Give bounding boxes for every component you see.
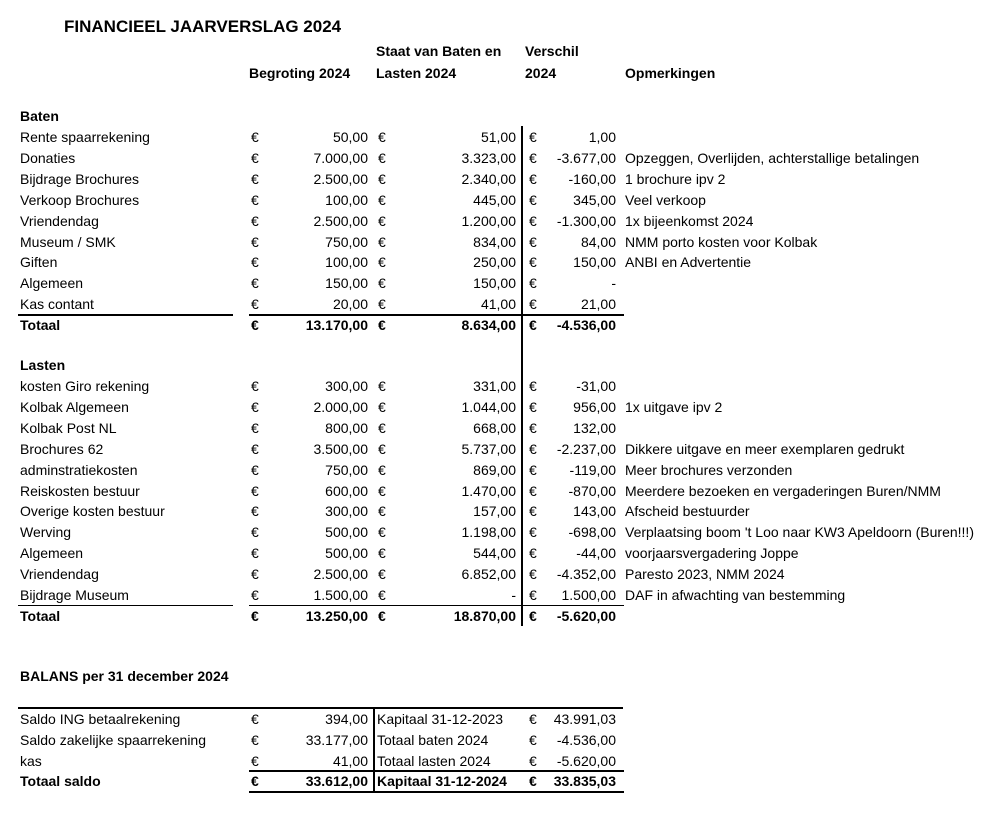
currency-symbol: € [529,711,537,727]
verschil-value: 21,00 [580,296,616,313]
currency-symbol: € [529,731,537,748]
table-row [0,522,1006,543]
row-note: Veel verkoop [625,191,706,208]
currency-symbol: € [529,212,537,229]
staat-value: 331,00 [473,378,516,394]
total-border-line [249,314,624,316]
balans-value2: -5.620,00 [556,752,616,769]
currency-symbol: € [529,440,537,457]
row-note: NMM porto kosten voor Kolbak [625,233,818,250]
balans-total-label2: Kapitaal 31-12-2024 [377,773,507,790]
staat-value: 1.198,00 [461,524,516,541]
table-row [0,397,1006,418]
currency-symbol: € [378,275,386,292]
balans-label: kas [20,752,42,769]
balans-total-border [249,770,624,772]
balans-label2: Totaal baten 2024 [377,731,489,748]
total-verschil-value: -5.620,00 [556,607,616,624]
currency-symbol: € [529,170,537,187]
total-begroting-value: 13.170,00 [305,317,368,334]
row-label: adminstratiekosten [20,461,138,478]
row-note: 1x bijeenkomst 2024 [625,212,754,229]
begroting-value: 300,00 [325,503,368,520]
baten-heading: Baten [20,108,59,124]
balans-total-value: 33.612,00 [305,773,368,790]
verschil-value: 345,00 [573,191,616,208]
row-note: Meerdere bezoeken en vergaderingen Buren/NMM [625,482,941,499]
currency-symbol: € [251,440,259,457]
currency-symbol: € [378,149,386,166]
currency-symbol: € [529,752,537,769]
balans-row [0,709,1006,730]
table-row [0,543,1006,564]
table-row [0,418,1006,439]
verschil-value: -160,00 [568,170,616,187]
report-title: FINANCIEEL JAARVERSLAG 2024 [64,17,342,36]
currency-symbol: € [378,587,386,603]
currency-symbol: € [251,524,259,541]
currency-symbol: € [251,607,259,624]
total-border-line-left [18,314,233,316]
table-row [0,376,1006,397]
row-label: Giften [20,254,58,271]
begroting-value: 2.500,00 [313,212,368,229]
currency-symbol: € [378,129,386,145]
balans-label: Saldo zakelijke spaarrekening [20,731,206,748]
currency-symbol: € [378,212,386,229]
balans-row [0,751,1006,772]
row-note: Afscheid bestuurder [625,503,750,520]
currency-symbol: € [251,731,259,748]
currency-symbol: € [378,170,386,187]
total-label: Totaal [20,317,61,334]
currency-symbol: € [529,482,537,499]
begroting-value: 7.000,00 [313,149,368,166]
currency-symbol: € [378,191,386,208]
currency-symbol: € [529,607,537,624]
currency-symbol: € [378,254,386,271]
begroting-value: 3.500,00 [313,440,368,457]
verschil-value: 132,00 [573,419,616,436]
table-row [0,501,1006,522]
currency-symbol: € [529,233,537,250]
currency-symbol: € [378,566,386,583]
table-row [0,127,1006,148]
begroting-value: 100,00 [325,254,368,271]
staat-value: 150,00 [473,275,516,292]
row-label: Kolbak Post NL [20,419,117,436]
staat-value: 51,00 [480,129,516,145]
row-note: 1 brochure ipv 2 [625,170,726,187]
row-label: Werving [20,524,72,541]
begroting-value: 150,00 [325,275,368,292]
table-row [0,481,1006,502]
currency-symbol: € [529,129,537,145]
verschil-value: 150,00 [573,254,616,271]
row-note: DAF in afwachting van bestemming [625,587,846,603]
verschil-value: 84,00 [580,233,616,250]
currency-symbol: € [251,149,259,166]
total-begroting-value: 13.250,00 [305,607,368,624]
table-row [0,252,1006,273]
verschil-value: -1.300,00 [556,212,616,229]
table-row [0,148,1006,169]
table-row [0,460,1006,481]
row-label: Kas contant [20,296,94,313]
currency-symbol: € [529,461,537,478]
header-staat-line1: Staat van Baten en [376,43,502,59]
row-label: Algemeen [20,545,84,562]
staat-value: 41,00 [480,296,516,313]
currency-symbol: € [378,419,386,436]
begroting-value: 500,00 [325,545,368,562]
header-begroting: Begroting 2024 [249,65,351,81]
begroting-value: 100,00 [325,191,368,208]
row-label: Reiskosten bestuur [20,482,140,499]
currency-symbol: € [529,398,537,415]
staat-value: 1.470,00 [461,482,516,499]
total-label: Totaal [20,607,61,624]
balans-value2: 43.991,03 [553,711,616,727]
begroting-value: 600,00 [325,482,368,499]
row-note: ANBI en Advertentie [625,254,752,271]
currency-symbol: € [251,254,259,271]
balans-value: 41,00 [332,752,368,769]
currency-symbol: € [251,317,259,334]
currency-symbol: € [251,296,259,313]
begroting-value: 1.500,00 [313,587,368,603]
total-row [0,606,1006,627]
row-label: Brochures 62 [20,440,104,457]
table-row [0,273,1006,294]
verschil-value: 1,00 [588,129,616,145]
currency-symbol: € [251,773,259,790]
currency-symbol: € [251,711,259,727]
balans-value2: -4.536,00 [556,731,616,748]
verschil-value: -119,00 [569,461,616,478]
staat-value: 445,00 [473,191,516,208]
currency-symbol: € [529,378,537,394]
currency-symbol: € [529,419,537,436]
verschil-value: -870,00 [568,482,616,499]
balans-row [0,730,1006,751]
total-border-line [249,605,624,607]
row-label: Verkoop Brochures [20,191,140,208]
table-row [0,564,1006,585]
currency-symbol: € [378,398,386,415]
verschil-value: -4.352,00 [556,566,616,583]
staat-value: 6.852,00 [461,566,516,583]
verschil-value: 1.500,00 [561,587,616,603]
row-label: kosten Giro rekening [20,378,150,394]
begroting-value: 20,00 [332,296,368,313]
header-verschil-line2: 2024 [525,65,557,81]
balans-label2: Totaal lasten 2024 [377,752,491,769]
currency-symbol: € [251,752,259,769]
row-note: Paresto 2023, NMM 2024 [625,566,785,583]
begroting-value: 300,00 [325,378,368,394]
staat-value: 869,00 [473,461,516,478]
staat-value: 157,00 [473,503,516,520]
begroting-value: 500,00 [325,524,368,541]
balans-column-border [373,709,375,793]
verschil-value: -31,00 [576,378,616,394]
row-label: Algemeen [20,275,84,292]
row-label: Overige kosten bestuur [20,503,165,520]
begroting-value: 2.500,00 [313,170,368,187]
row-label: Museum / SMK [20,233,116,250]
currency-symbol: € [251,398,259,415]
currency-symbol: € [251,566,259,583]
table-row [0,190,1006,211]
currency-symbol: € [378,503,386,520]
staat-value: 5.737,00 [461,440,516,457]
currency-symbol: € [378,461,386,478]
currency-symbol: € [378,524,386,541]
currency-symbol: € [251,378,259,394]
begroting-value: 2.500,00 [313,566,368,583]
currency-symbol: € [529,524,537,541]
table-row [0,211,1006,232]
begroting-value: 50,00 [332,129,368,145]
currency-symbol: € [529,587,537,603]
staat-value: 544,00 [473,545,516,562]
total-staat-value: 8.634,00 [461,317,516,334]
currency-symbol: € [529,566,537,583]
currency-symbol: € [251,275,259,292]
table-row [0,169,1006,190]
staat-value: 1.200,00 [461,212,516,229]
table-row [0,232,1006,253]
table-row [0,439,1006,460]
currency-symbol: € [251,503,259,520]
balans-label: Saldo ING betaalrekening [20,711,181,727]
verschil-value: -44,00 [576,545,616,562]
row-label: Vriendendag [20,566,99,583]
staat-value: 668,00 [473,419,516,436]
row-label: Bijdrage Museum [20,587,129,603]
currency-symbol: € [251,212,259,229]
row-label: Bijdrage Brochures [20,170,140,187]
balans-value: 394,00 [325,711,368,727]
staat-value: 2.340,00 [461,170,516,187]
currency-symbol: € [378,296,386,313]
currency-symbol: € [251,191,259,208]
row-note: 1x uitgave ipv 2 [625,398,723,415]
verschil-value: 143,00 [573,503,616,520]
lasten-heading: Lasten [20,357,66,373]
row-label: Vriendendag [20,212,99,229]
staat-value: 834,00 [473,233,516,250]
currency-symbol: € [251,170,259,187]
currency-symbol: € [251,129,259,145]
balans-label2: Kapitaal 31-12-2023 [377,711,504,727]
staat-value: 250,00 [473,254,516,271]
currency-symbol: € [529,545,537,562]
currency-symbol: € [378,317,386,334]
verschil-value: - [611,275,616,292]
balans-total-row [0,771,1006,792]
currency-symbol: € [378,378,386,394]
balans-total-value2: 33.835,03 [553,773,616,790]
row-note: voorjaarsvergadering Joppe [625,545,799,562]
currency-symbol: € [529,296,537,313]
row-note: Dikkere uitgave en meer exemplaren gedrukt [625,440,905,457]
currency-symbol: € [529,275,537,292]
currency-symbol: € [378,233,386,250]
staat-value: 3.323,00 [461,149,516,166]
table-row [0,294,1006,315]
currency-symbol: € [529,149,537,166]
begroting-value: 800,00 [325,419,368,436]
header-verschil-line1: Verschil [525,43,579,59]
row-note: Meer brochures verzonden [625,461,793,478]
row-label: Rente spaarrekening [20,129,150,145]
currency-symbol: € [378,482,386,499]
balans-total-label: Totaal saldo [20,773,101,790]
currency-symbol: € [529,254,537,271]
table-row [0,585,1006,606]
row-note: Verplaatsing boom 't Loo naar KW3 Apeldoorn (Buren!!!) [625,524,974,541]
row-label: Donaties [20,149,76,166]
currency-symbol: € [378,440,386,457]
verschil-value: 956,00 [573,398,616,415]
staat-value: - [511,587,516,603]
currency-symbol: € [251,461,259,478]
currency-symbol: € [529,191,537,208]
balans-bottom-border [249,791,624,793]
verschil-value: -698,00 [568,524,616,541]
balans-value: 33.177,00 [305,731,368,748]
row-note: Opzeggen, Overlijden, achterstallige betalingen [625,149,920,166]
total-row [0,315,1006,336]
begroting-value: 2.000,00 [313,398,368,415]
currency-symbol: € [378,607,386,624]
header-staat-line2: Lasten 2024 [376,65,457,81]
currency-symbol: € [529,773,537,790]
begroting-value: 750,00 [325,233,368,250]
header-opmerkingen: Opmerkingen [625,65,716,81]
balans-title: BALANS per 31 december 2024 [20,668,229,684]
currency-symbol: € [251,233,259,250]
currency-symbol: € [529,503,537,520]
row-label: Kolbak Algemeen [20,398,129,415]
staat-value: 1.044,00 [461,398,516,415]
begroting-value: 750,00 [325,461,368,478]
verschil-value: -2.237,00 [556,440,616,457]
total-border-line-left [18,605,233,607]
verschil-column-border [521,126,523,626]
total-staat-value: 18.870,00 [453,607,516,624]
currency-symbol: € [378,545,386,562]
currency-symbol: € [529,317,537,334]
currency-symbol: € [251,587,259,603]
verschil-value: -3.677,00 [556,149,616,166]
total-verschil-value: -4.536,00 [556,317,616,334]
currency-symbol: € [251,545,259,562]
currency-symbol: € [251,419,259,436]
currency-symbol: € [251,482,259,499]
